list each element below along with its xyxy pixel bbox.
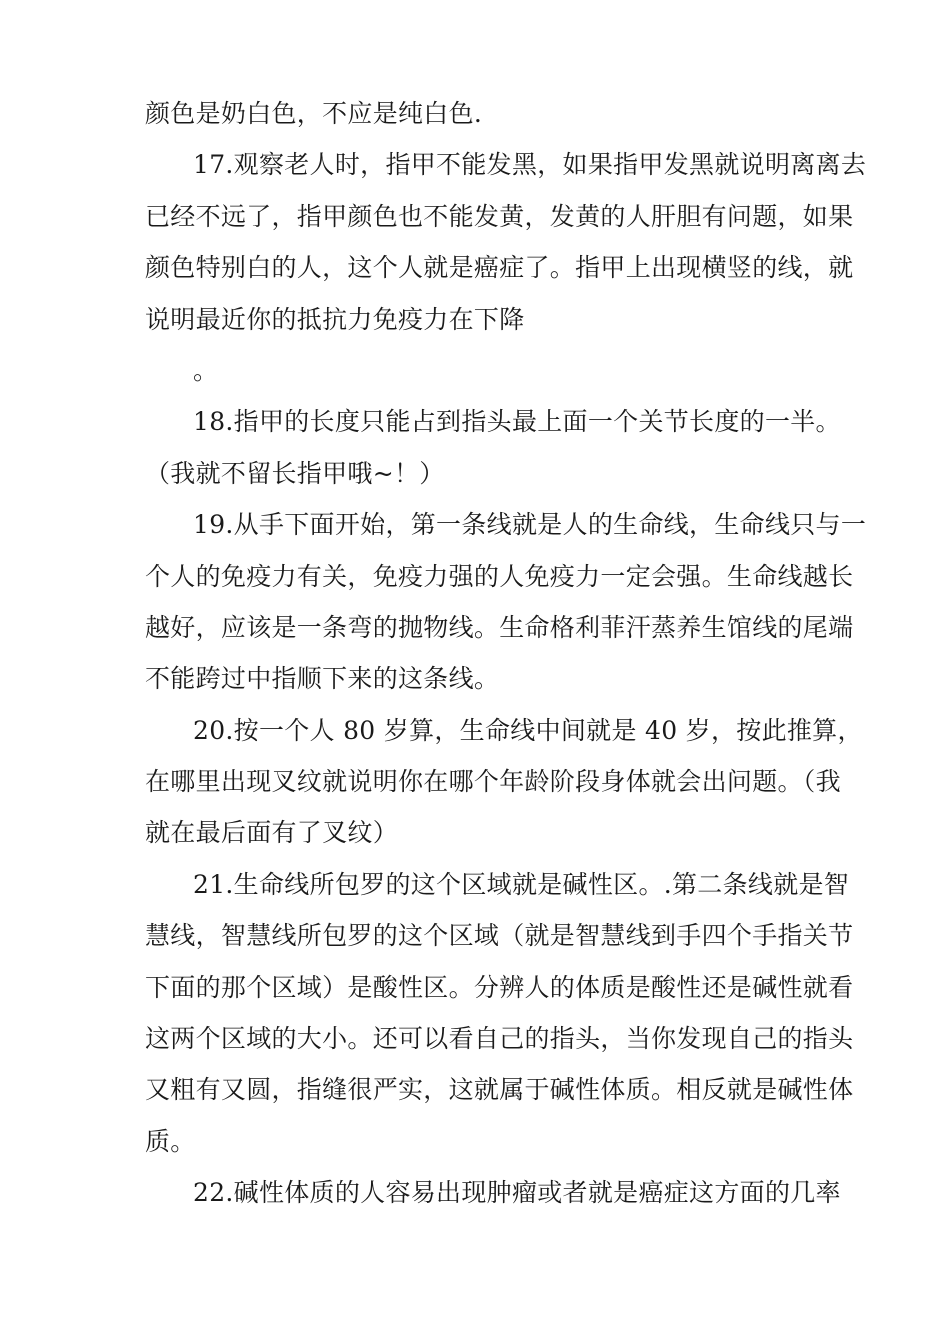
text-line: 又粗有又圆，指缝很严实，这就属于碱性体质。相反就是碱性体 [145,1075,854,1105]
text-line: 质。 [145,1126,196,1156]
text-line: 已经不远了，指甲颜色也不能发黄，发黄的人肝胆有问题，如果 [145,201,854,231]
text-line: 说明最近你的抵抗力免疫力在下降 [145,304,525,334]
text-line: 颜色特别白的人，这个人就是癌症了。指甲上出现横竖的线，就 [145,253,854,283]
text-line: 就在最后面有了叉纹） [145,818,399,848]
document-body [145,88,867,1219]
paragraph-18-line: 18.指甲的长度只能占到指头最上面一个关节长度的一半。 [193,407,841,437]
text-line: 颜色是奶白色，不应是纯白色. [145,99,483,128]
paragraph-17-line: 17.观察老人时，指甲不能发黑，如果指甲发黑就说明离离去 [193,150,867,180]
paragraph-20-line: 20.按一个人 80 岁算，生命线中间就是 40 岁，按此推算， [193,715,863,745]
text-line: 。 [193,355,219,385]
text-line: 慧线，智慧线所包罗的这个区域（就是智慧线到手四个手指关节 [145,921,854,951]
text-line: 越好，应该是一条弯的抛物线。生命格利菲汗蒸养生馆线的尾端 [145,612,854,642]
text-line: 这两个区域的大小。还可以看自己的指头，当你发现自己的指头 [145,1024,854,1054]
text-line: 在哪里出现叉纹就说明你在哪个年龄阶段身体就会出问题。（我 [145,767,841,797]
paragraph-22-line: 22.碱性体质的人容易出现肿瘤或者就是癌症这方面的几率 [193,1178,841,1208]
paragraph-19-line: 19.从手下面开始，第一条线就是人的生命线，生命线只与一 [193,510,867,540]
text-line: （我就不留长指甲哦~！） [145,458,445,488]
text-line: 不能跨过中指顺下来的这条线。 [145,664,500,694]
text-line: 个人的免疫力有关，免疫力强的人免疫力一定会强。生命线越长 [145,561,854,591]
text-line: 下面的那个区域）是酸性区。分辨人的体质是酸性还是碱性就看 [145,972,854,1002]
paragraph-21-line: 21.生命线所包罗的这个区域就是碱性区。.第二条线就是智 [193,869,850,899]
